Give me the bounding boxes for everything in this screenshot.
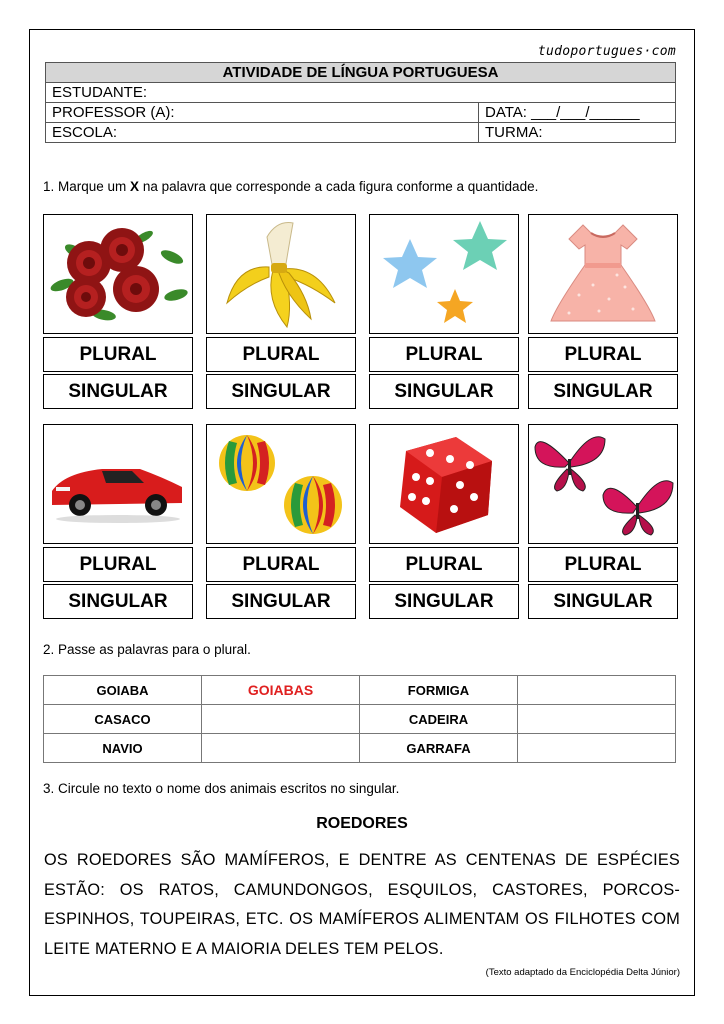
option-singular[interactable]: SINGULAR bbox=[528, 374, 678, 409]
answer-cell[interactable] bbox=[202, 705, 360, 734]
option-singular[interactable]: SINGULAR bbox=[528, 584, 678, 619]
dice-icon bbox=[369, 424, 519, 544]
dress-icon bbox=[528, 214, 678, 334]
text-title: ROEDORES bbox=[316, 815, 408, 832]
answer-cell[interactable] bbox=[202, 734, 360, 763]
answer-cell[interactable] bbox=[518, 705, 676, 734]
table-row bbox=[44, 705, 676, 734]
option-plural[interactable]: PLURAL bbox=[206, 547, 356, 582]
text-source: (Texto adaptado da Enciclopédia Delta Júnior) bbox=[485, 967, 680, 978]
question-1: 1. Marque um X na palavra que corresponde a cada figura conforme a quantidade. bbox=[43, 179, 539, 194]
option-plural[interactable]: PLURAL bbox=[528, 337, 678, 372]
plural-table bbox=[43, 675, 676, 763]
option-plural[interactable]: PLURAL bbox=[528, 547, 678, 582]
option-plural[interactable]: PLURAL bbox=[369, 337, 519, 372]
student-field[interactable]: ESTUDANTE: bbox=[46, 83, 676, 103]
header-table bbox=[45, 62, 676, 143]
question-2: 2. Passe as palavras para o plural. bbox=[43, 642, 251, 657]
table-row bbox=[44, 676, 676, 705]
option-singular[interactable]: SINGULAR bbox=[43, 374, 193, 409]
stars-icon bbox=[369, 214, 519, 334]
school-field[interactable]: ESCOLA: bbox=[46, 123, 479, 143]
word-cell: NAVIO bbox=[44, 734, 202, 763]
option-plural[interactable]: PLURAL bbox=[369, 547, 519, 582]
text-body: OS ROEDORES SÃO MAMÍFEROS, E DENTRE AS CENTENAS DE ESPÉCIES ESTÃO: OS RATOS, CAMUNDONGOS, ESQUILOS, CASTORES, PORCOS-ESPINHOS, TOUPEIRAS, ETC. OS MAMÍFEROS ALIMENTAM OS FILHOTES COM LEITE MATERNO E A MAIORIA DELES TEM PELOS. bbox=[44, 851, 680, 958]
car-icon bbox=[43, 424, 193, 544]
word-cell: CASACO bbox=[44, 705, 202, 734]
option-plural[interactable]: PLURAL bbox=[43, 337, 193, 372]
option-singular[interactable]: SINGULAR bbox=[369, 584, 519, 619]
table-row bbox=[44, 734, 676, 763]
option-singular[interactable]: SINGULAR bbox=[206, 584, 356, 619]
class-field[interactable]: TURMA: bbox=[479, 123, 676, 143]
answer-cell[interactable] bbox=[518, 676, 676, 705]
word-cell: CADEIRA bbox=[360, 705, 518, 734]
question-3: 3. Circule no texto o nome dos animais escritos no singular. bbox=[43, 781, 400, 796]
butterflies-icon bbox=[528, 424, 678, 544]
balls-icon bbox=[206, 424, 356, 544]
answer-cell[interactable] bbox=[518, 734, 676, 763]
word-cell: GOIABA bbox=[44, 676, 202, 705]
site-name: tudoportugues·com bbox=[537, 44, 676, 59]
banana-icon bbox=[206, 214, 356, 334]
option-singular[interactable]: SINGULAR bbox=[206, 374, 356, 409]
word-cell: GARRAFA bbox=[360, 734, 518, 763]
roses-icon bbox=[43, 214, 193, 334]
option-singular[interactable]: SINGULAR bbox=[43, 584, 193, 619]
option-plural[interactable]: PLURAL bbox=[43, 547, 193, 582]
worksheet-title: ATIVIDADE DE LÍNGUA PORTUGUESA bbox=[46, 63, 676, 83]
option-plural[interactable]: PLURAL bbox=[206, 337, 356, 372]
option-singular[interactable]: SINGULAR bbox=[369, 374, 519, 409]
teacher-field[interactable]: PROFESSOR (A): bbox=[46, 103, 479, 123]
date-field[interactable]: DATA: ___/___/______ bbox=[479, 103, 676, 123]
word-cell: FORMIGA bbox=[360, 676, 518, 705]
answer-cell[interactable]: GOIABAS bbox=[202, 676, 360, 705]
